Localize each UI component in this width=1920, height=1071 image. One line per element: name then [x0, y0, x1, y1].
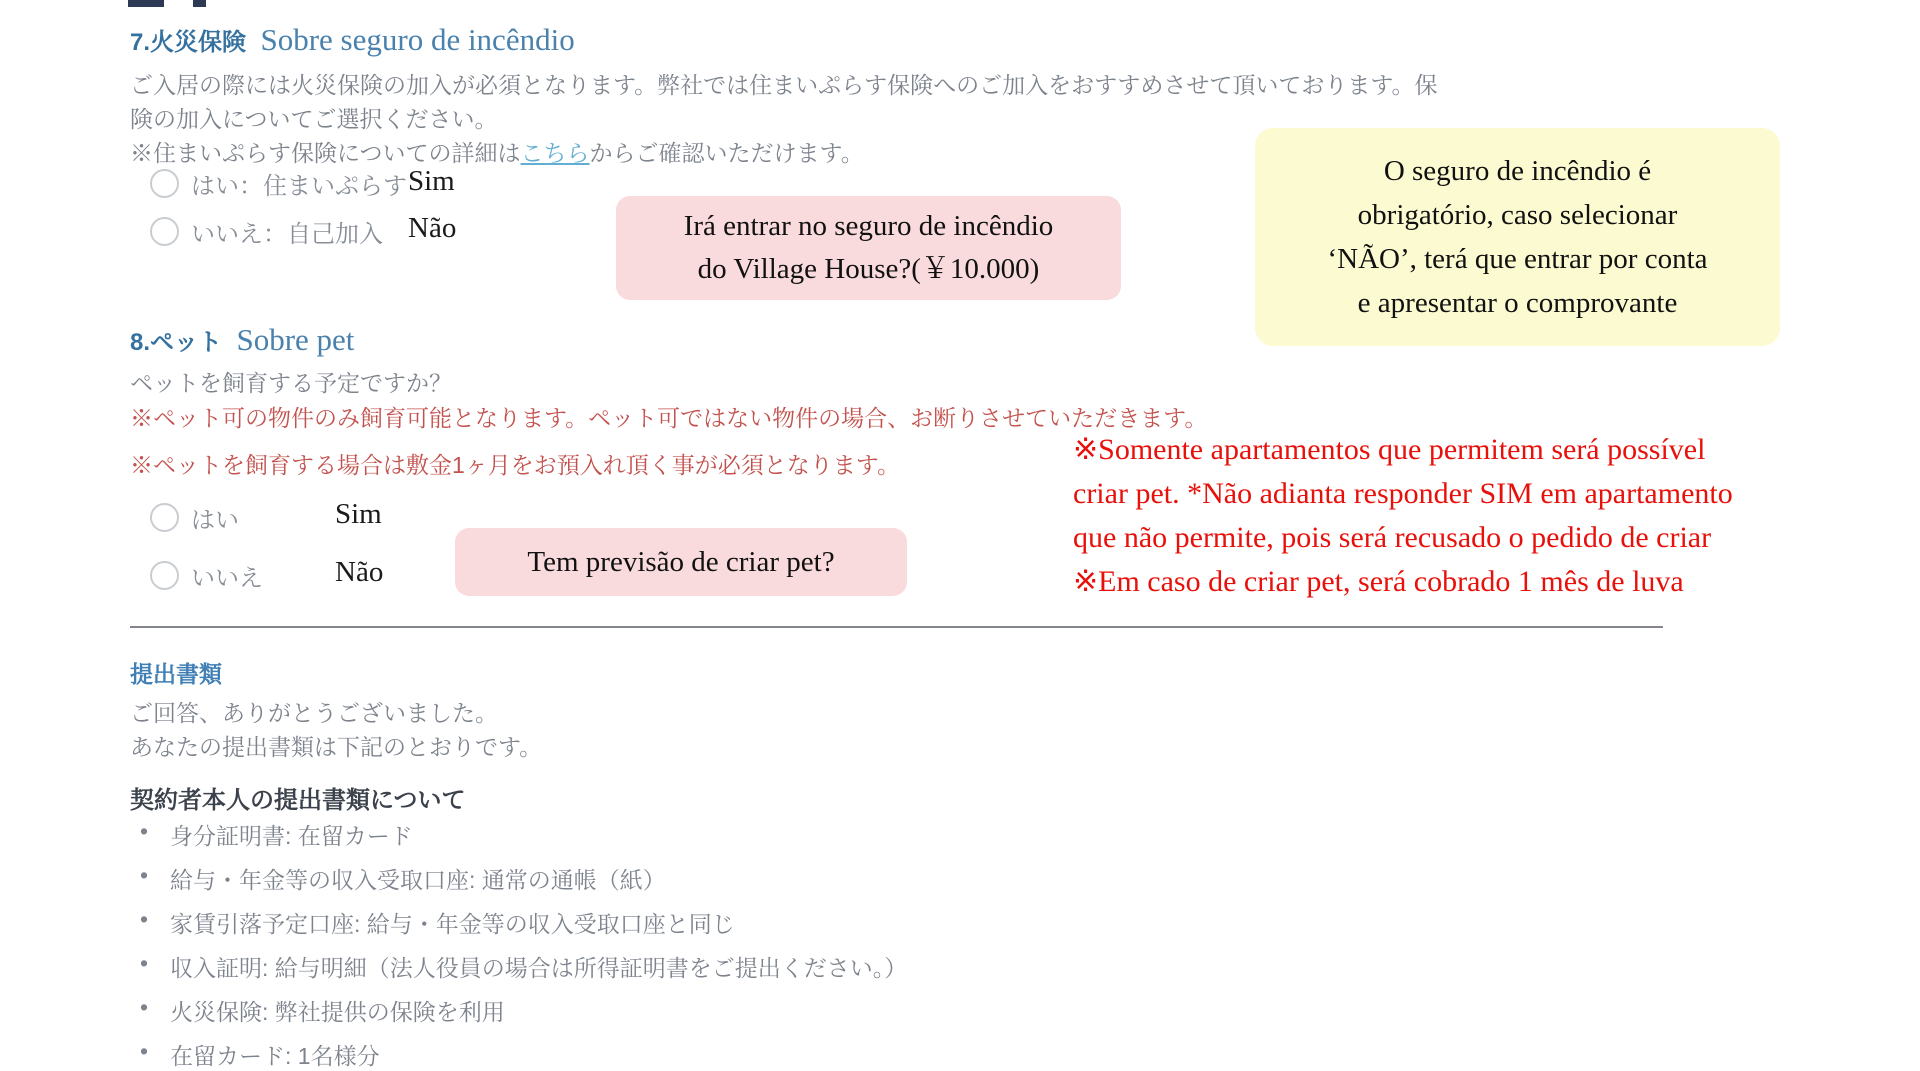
- pet-option-no: [150, 558, 263, 593]
- bullet-icon: •: [140, 906, 149, 932]
- pet-red-note: [1073, 428, 1733, 604]
- section8-heading: [130, 322, 354, 358]
- section-divider: [130, 626, 1663, 628]
- section7-title-pt: Sobre seguro de incêndio: [260, 22, 575, 57]
- pet-no-label-jp: いいえ: [191, 565, 263, 592]
- document-list-item: [140, 862, 907, 895]
- radio-button-pet-no[interactable]: [150, 561, 179, 590]
- fire-no-label-jp: いいえ：自己加入: [191, 221, 383, 248]
- section8-number: 8.ペット: [130, 329, 223, 356]
- bullet-icon: •: [140, 994, 149, 1020]
- fire-insurance-yellow-note: [1255, 128, 1780, 346]
- pet-yes-label-jp: はい: [191, 507, 239, 534]
- fire-yes-label-pt: Sim: [408, 165, 455, 197]
- bullet-icon: •: [140, 1038, 149, 1064]
- pet-red-note-line1: ※Somente apartamentos que permitem será possível: [1073, 433, 1706, 466]
- fire-no-label-pt: Não: [408, 212, 457, 244]
- document-list-item: [140, 1038, 907, 1071]
- pet-pink-note: [455, 528, 907, 596]
- documents-heading: 提出書類: [130, 661, 222, 687]
- document-item-text: 在留カード: 1名様分: [170, 1043, 380, 1069]
- pet-yes-label-pt: Sim: [335, 498, 382, 530]
- document-item-text: 火災保険: 弊社提供の保険を利用: [170, 999, 505, 1025]
- section7-heading: [130, 22, 575, 58]
- documents-subheading: 契約者本人の提出書類について: [130, 787, 466, 814]
- section7-body-line1: ご入居の際には火災保険の加入が必須となります。弊社では住まいぷらす保険へのご加入をおすすめさせて頂いております。保: [130, 72, 1438, 98]
- radio-button-fire-no[interactable]: [150, 217, 179, 246]
- radio-button-pet-yes[interactable]: [150, 503, 179, 532]
- section7-body-line2: 険の加入についてご選択ください。: [130, 106, 498, 132]
- pet-no-label-pt: Não: [335, 556, 384, 588]
- yellow-note-line2: obrigatório, caso selecionar: [1357, 199, 1678, 231]
- fire-insurance-option-no: [150, 214, 383, 249]
- pet-red-note-line2: criar pet. *Não adianta responder SIM em apartamento: [1073, 477, 1733, 510]
- details-link[interactable]: こちら: [520, 140, 590, 166]
- section7-note-suffix: からご確認いただけます。: [589, 140, 864, 166]
- document-item-text: 身分証明書: 在留カード: [170, 823, 413, 849]
- document-item-text: 収入証明: 給与明細（法人役員の場合は所得証明書をご提出ください。）: [170, 955, 908, 981]
- fire-insurance-option-yes: [150, 166, 407, 201]
- bullet-icon: •: [140, 862, 149, 888]
- document-list-item: [140, 818, 907, 851]
- pet-warning2: ※ペットを飼育する場合は敷金1ヶ月をお預入れ頂く事が必須となります。: [130, 452, 900, 478]
- document-list-item: [140, 906, 907, 939]
- fire-insurance-pink-note: [616, 196, 1121, 300]
- pet-warning1: ※ペット可の物件のみ飼育可能となります。ペット可ではない物件の場合、お断りさせていただきます。: [130, 405, 1208, 431]
- document-item-text: 家賃引落予定口座: 給与・年金等の収入受取口座と同じ: [170, 911, 735, 937]
- cutoff-text-fragment: [128, 0, 164, 7]
- pet-red-note-line4: ※Em caso de criar pet, será cobrado 1 mês de luva: [1073, 565, 1684, 598]
- document-list-item: [140, 994, 907, 1027]
- pet-red-note-line3: que não permite, pois será recusado o pedido de criar: [1073, 521, 1712, 554]
- documents-thanks-line2: あなたの提出書類は下記のとおりです。: [130, 734, 543, 760]
- pet-pink-note-text: Tem previsão de criar pet?: [527, 545, 835, 578]
- radio-button-fire-yes[interactable]: [150, 169, 179, 198]
- fire-pink-note-line1: Irá entrar no seguro de incêndio: [683, 210, 1054, 242]
- section7-note-prefix: ※住まいぷらす保険についての詳細は: [130, 140, 521, 166]
- documents-list: [140, 818, 907, 1071]
- bullet-icon: •: [140, 950, 149, 976]
- documents-thanks: [130, 696, 542, 764]
- cutoff-text-fragment: [193, 0, 206, 7]
- fire-pink-note-line2: do Village House?(￥10.000): [697, 253, 1040, 285]
- section7-number: 7.火災保険: [130, 29, 247, 56]
- bullet-icon: •: [140, 818, 149, 844]
- documents-thanks-line1: ご回答、ありがとうございました。: [130, 700, 498, 726]
- section8-title-pt: Sobre pet: [236, 322, 355, 357]
- pet-question: ペットを飼育する予定ですか？: [130, 370, 452, 396]
- yellow-note-line1: O seguro de incêndio é: [1383, 155, 1652, 187]
- yellow-note-line4: e apresentar o comprovante: [1357, 287, 1678, 319]
- document-list-item: [140, 950, 907, 983]
- yellow-note-line3: ‘NÃO’, terá que entrar por conta: [1327, 243, 1708, 275]
- pet-option-yes: [150, 500, 239, 535]
- fire-yes-label-jp: はい：住まいぷらす: [191, 173, 407, 200]
- document-item-text: 給与・年金等の収入受取口座: 通常の通帳（紙）: [170, 867, 666, 893]
